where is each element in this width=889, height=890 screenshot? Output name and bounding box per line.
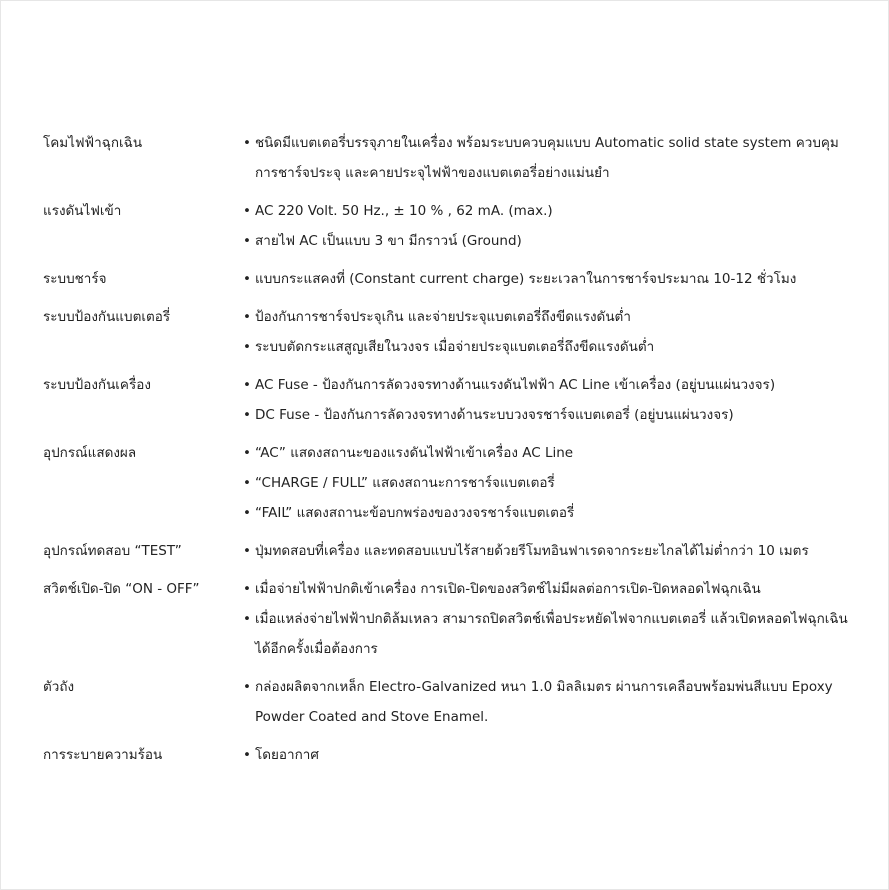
spec-bullet-item: [243, 574, 858, 604]
bullet-icon: •: [243, 377, 251, 393]
spec-bullet-text: AC Fuse - ป้องกันการลัดวงจรทางด้านแรงดันไฟฟ้า AC Line เข้าเครื่อง (อยู่บนแผ่นวงจร): [255, 377, 776, 393]
spec-row: [43, 536, 858, 566]
bullet-icon: •: [243, 271, 251, 287]
bullet-icon: •: [243, 747, 251, 763]
spec-bullet-item: [243, 438, 858, 468]
bullet-icon: •: [243, 679, 251, 695]
spec-row: [43, 196, 858, 256]
bullet-icon: •: [243, 407, 251, 423]
spec-label: อุปกรณ์ทดสอบ “TEST”: [43, 543, 182, 559]
spec-row: [43, 264, 858, 294]
spec-bullet-item: [243, 604, 858, 664]
bullet-icon: •: [243, 445, 251, 461]
spec-row: [43, 438, 858, 528]
spec-table: [43, 128, 858, 778]
spec-label: ระบบป้องกันเครื่อง: [43, 377, 151, 393]
spec-values: [243, 128, 858, 188]
bullet-icon: •: [243, 543, 251, 559]
bullet-icon: •: [243, 475, 251, 491]
spec-values: [243, 574, 858, 664]
spec-bullet-text: แบบกระแสคงที่ (Constant current charge) ระยะเวลาในการชาร์จประมาณ 10-12 ชั่วโมง: [255, 271, 797, 287]
spec-bullet-item: [243, 196, 858, 226]
spec-values: [243, 264, 858, 294]
spec-bullet-text: ชนิดมีแบตเตอรี่บรรจุภายในเครื่อง พร้อมระบบควบคุมแบบ Automatic solid state system ควบคุมการชาร์จประจุ และคายประจุไฟฟ้าของแบตเตอรี่อย่างแม่นยำ: [255, 135, 839, 181]
spec-bullet-item: [243, 536, 858, 566]
spec-label: สวิตช์เปิด-ปิด “ON - OFF”: [43, 581, 200, 597]
spec-bullet-item: [243, 498, 858, 528]
spec-bullet-item: [243, 332, 858, 362]
spec-bullet-item: [243, 226, 858, 256]
spec-row: [43, 574, 858, 664]
spec-bullet-text: “FAIL” แสดงสถานะข้อบกพร่องของวงจรชาร์จแบตเตอรี่: [255, 505, 575, 521]
bullet-icon: •: [243, 203, 251, 219]
spec-bullet-text: ปุ่มทดสอบที่เครื่อง และทดสอบแบบไร้สายด้วยรีโมทอินฟาเรดจากระยะไกลได้ไม่ต่ำกว่า 10 เมตร: [255, 543, 809, 559]
spec-label: แรงดันไฟเข้า: [43, 203, 122, 219]
spec-bullet-text: ระบบตัดกระแสสูญเสียในวงจร เมื่อจ่ายประจุแบตเตอรี่ถึงขีดแรงดันต่ำ: [255, 339, 655, 355]
bullet-icon: •: [243, 309, 251, 325]
bullet-icon: •: [243, 581, 251, 597]
spec-bullet-text: โดยอากาศ: [255, 747, 319, 763]
bullet-icon: •: [243, 339, 251, 355]
spec-row: [43, 672, 858, 732]
spec-bullet-item: [243, 370, 858, 400]
spec-values: [243, 196, 858, 256]
spec-bullet-text: กล่องผลิตจากเหล็ก Electro-Galvanized หนา 1.0 มิลลิเมตร ผ่านการเคลือบพร้อมพ่นสีแบบ Epoxy Powder Coated and Stove Enamel.: [255, 679, 833, 725]
bullet-icon: •: [243, 233, 251, 249]
bullet-icon: •: [243, 135, 251, 151]
spec-bullet-item: [243, 128, 858, 188]
bullet-icon: •: [243, 611, 251, 627]
spec-label: อุปกรณ์แสดงผล: [43, 445, 137, 461]
spec-bullet-item: [243, 740, 858, 770]
spec-values: [243, 438, 858, 528]
spec-values: [243, 672, 858, 732]
spec-bullet-text: เมื่อแหล่งจ่ายไฟฟ้าปกติล้มเหลว สามารถปิดสวิตช์เพื่อประหยัดไฟจากแบตเตอรี่ แล้วเปิดหลอดไฟฉุกเฉินได้อีกครั้งเมื่อต้องการ: [255, 611, 848, 657]
bullet-icon: •: [243, 505, 251, 521]
spec-bullet-text: สายไฟ AC เป็นแบบ 3 ขา มีกราวน์ (Ground): [255, 233, 522, 249]
spec-bullet-item: [243, 468, 858, 498]
spec-label: โคมไฟฟ้าฉุกเฉิน: [43, 135, 143, 151]
spec-values: [243, 740, 858, 770]
spec-row: [43, 370, 858, 430]
spec-row: [43, 740, 858, 770]
spec-label: การระบายความร้อน: [43, 747, 163, 763]
spec-values: [243, 370, 858, 430]
spec-row: [43, 128, 858, 188]
spec-bullet-text: “AC” แสดงสถานะของแรงดันไฟฟ้าเข้าเครื่อง AC Line: [255, 445, 574, 461]
spec-bullet-item: [243, 302, 858, 332]
spec-bullet-item: [243, 672, 858, 732]
spec-row: [43, 302, 858, 362]
spec-bullet-item: [243, 400, 858, 430]
spec-values: [243, 302, 858, 362]
spec-label: ระบบป้องกันแบตเตอรี่: [43, 309, 171, 325]
spec-bullet-text: เมื่อจ่ายไฟฟ้าปกติเข้าเครื่อง การเปิด-ปิดของสวิตช์ไม่มีผลต่อการเปิด-ปิดหลอดไฟฉุกเฉิน: [255, 581, 761, 597]
spec-bullet-text: DC Fuse - ป้องกันการลัดวงจรทางด้านระบบวงจรชาร์จแบตเตอรี่ (อยู่บนแผ่นวงจร): [255, 407, 734, 423]
spec-label: ระบบชาร์จ: [43, 271, 107, 287]
spec-bullet-text: ป้องกันการชาร์จประจุเกิน และจ่ายประจุแบตเตอรี่ถึงขีดแรงดันต่ำ: [255, 309, 631, 325]
spec-bullet-item: [243, 264, 858, 294]
spec-bullet-text: AC 220 Volt. 50 Hz., ± 10 % , 62 mA. (max.): [255, 203, 553, 219]
spec-values: [243, 536, 858, 566]
spec-bullet-text: “CHARGE / FULL” แสดงสถานะการชาร์จแบตเตอรี่: [255, 475, 555, 491]
spec-label: ตัวถัง: [43, 679, 75, 695]
